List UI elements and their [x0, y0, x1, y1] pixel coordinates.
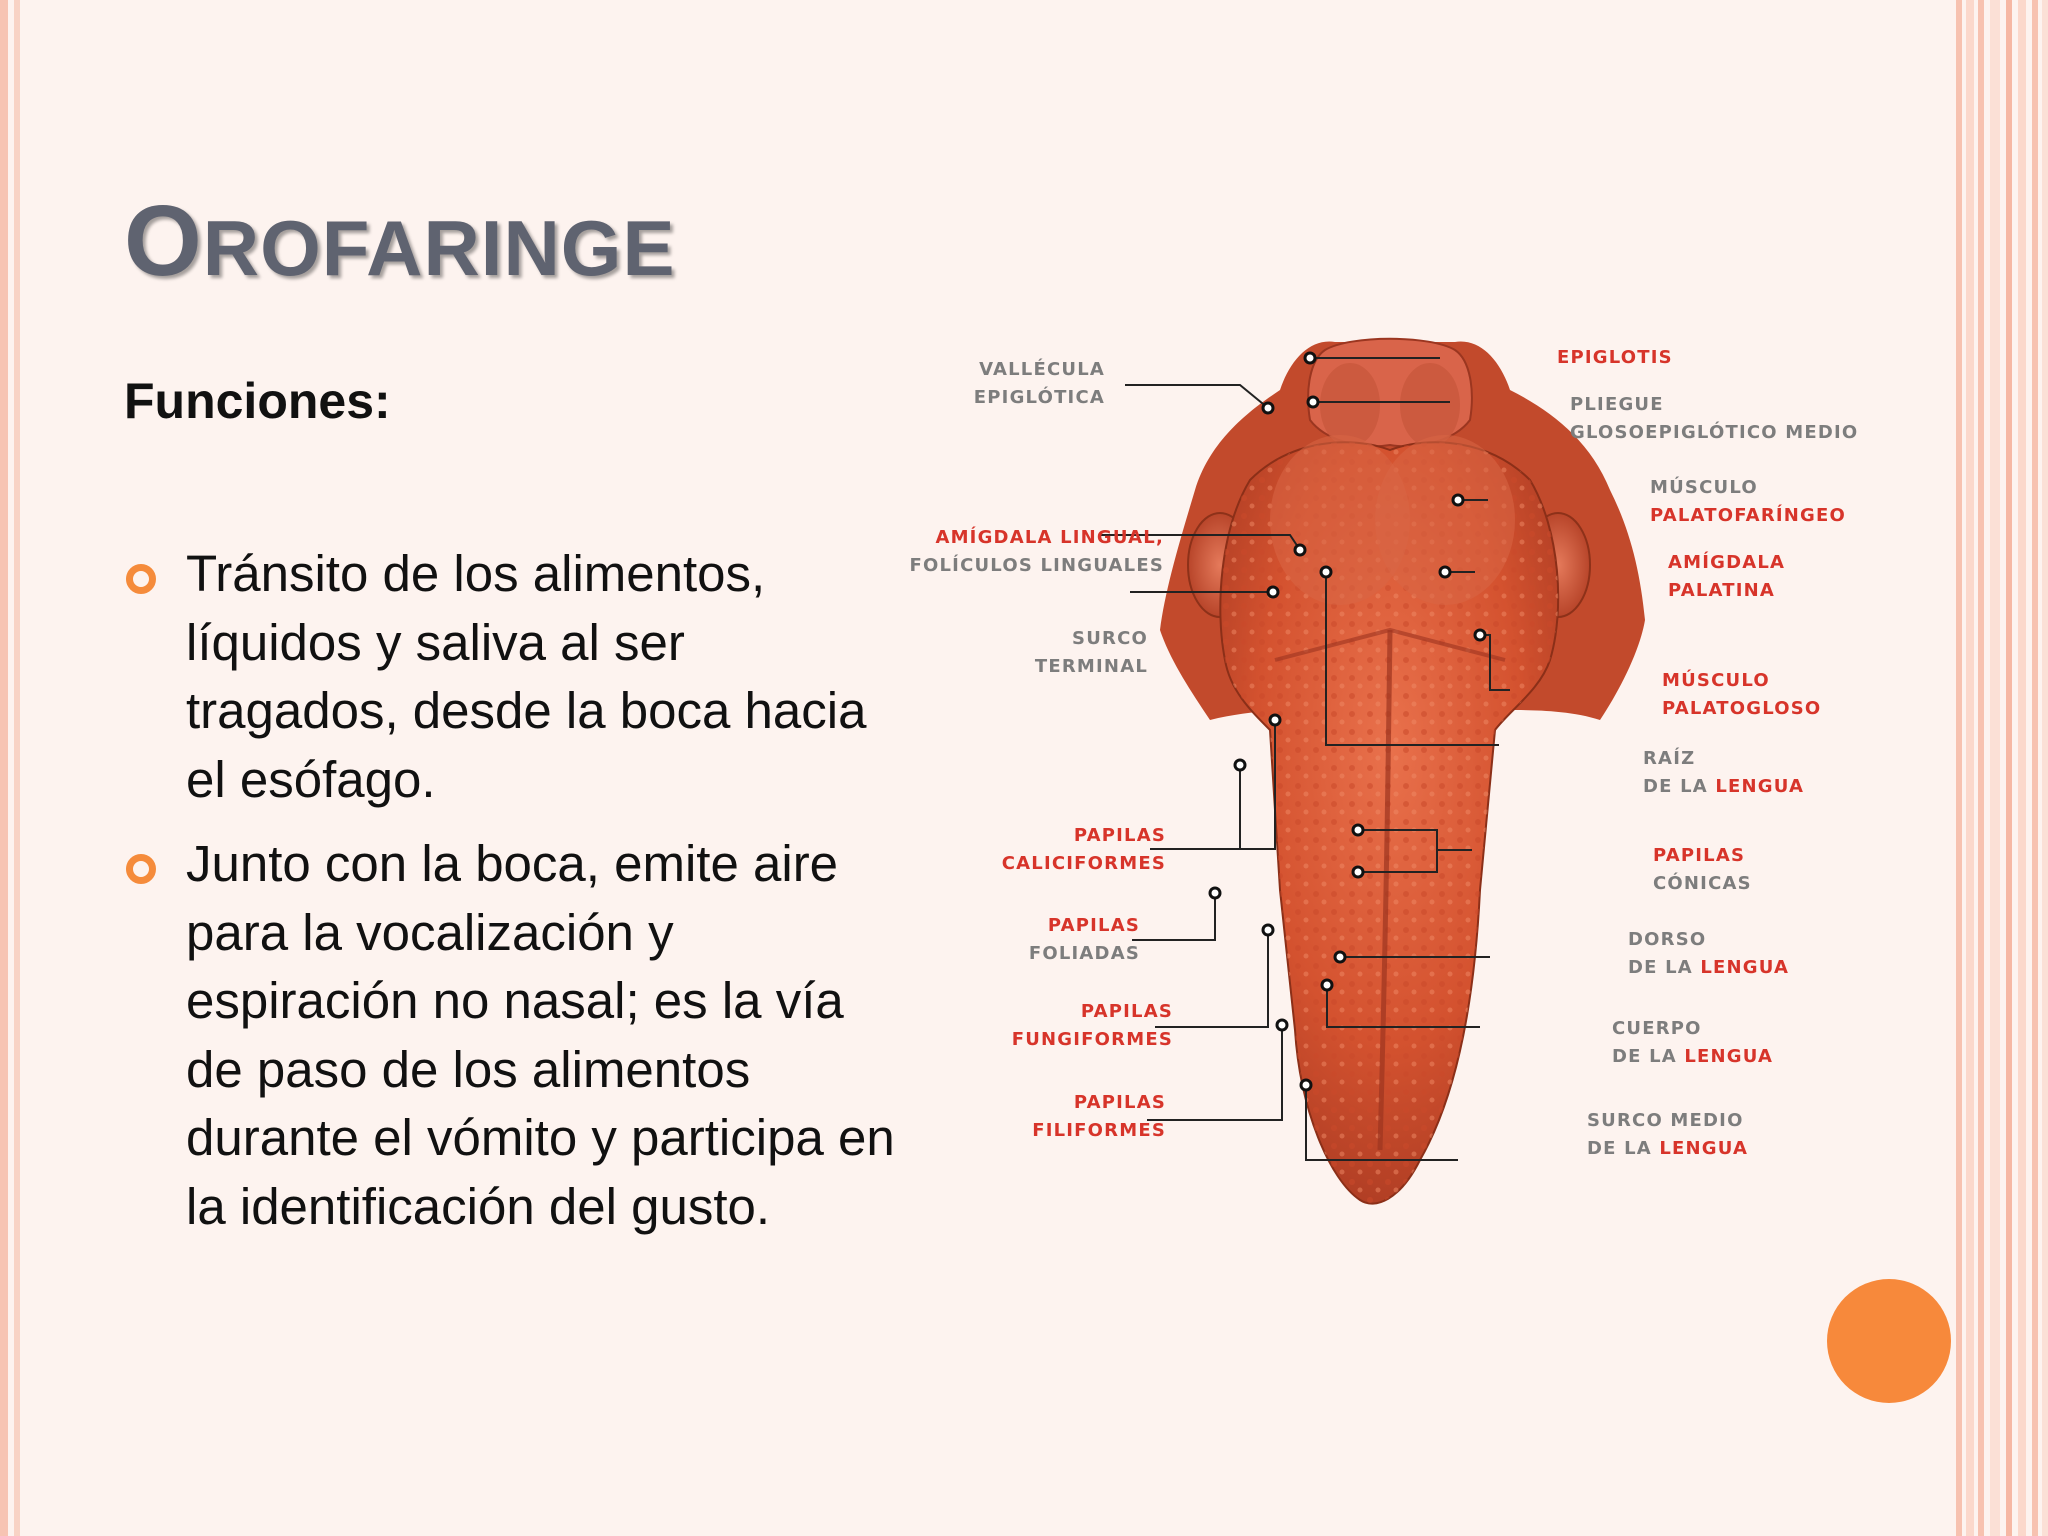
label-epiglotis: EPIGLOTIS [1557, 347, 1673, 368]
label-amigdala-lingual-1: AMÍGDALA LINGUAL, [935, 527, 1164, 548]
label-amigdala-lingual-2: FOLÍCULOS LINGUALES [909, 555, 1164, 576]
label-dorso-2: DE LA LENGUA [1628, 957, 1790, 978]
label-surco-terminal-1: SURCO [1072, 628, 1148, 649]
decorative-orange-circle [1827, 1279, 1951, 1403]
label-musculo-palatofaringeo-2: PALATOFARÍNGEO [1650, 505, 1847, 526]
label-cuerpo-1: CUERPO [1612, 1018, 1702, 1039]
bullet-text: Tránsito de los alimentos, líquidos y saliva al ser tragados, desde la boca hacia el esófago. [186, 545, 867, 808]
label-papilas-conicas-2: CÓNICAS [1653, 873, 1752, 894]
right-border-stripes [1956, 0, 2048, 1536]
label-papilas-filiformes-2: FILIFORMES [1032, 1120, 1166, 1141]
label-dorso-1: DORSO [1628, 929, 1707, 950]
tongue-illustration [909, 330, 1859, 1230]
label-papilas-foliadas-2: FOLIADAS [1028, 943, 1140, 964]
label-papilas-filiformes-1: PAPILAS [1073, 1092, 1166, 1113]
label-musculo-palatofaringeo-1: MÚSCULO [1650, 477, 1758, 498]
label-surco-medio-1: SURCO MEDIO [1587, 1110, 1744, 1131]
slide-title [124, 184, 676, 299]
label-cuerpo-2: DE LA LENGUA [1612, 1046, 1774, 1067]
label-raiz-1: RAÍZ [1643, 748, 1696, 769]
label-papilas-caliciformes-1: PAPILAS [1073, 825, 1166, 846]
bullet-item [124, 830, 904, 1241]
functions-heading: Funciones: [124, 373, 391, 429]
label-papilas-foliadas-1: PAPILAS [1047, 915, 1140, 936]
title-rest: ROFARINGE [202, 204, 676, 292]
left-border-stripe [14, 0, 20, 1536]
label-pliegue-1: PLIEGUE [1570, 394, 1664, 415]
title-initial: O [124, 185, 203, 297]
label-amigdala-palatina-1: AMÍGDALA [1668, 552, 1786, 573]
ring-bullet-icon [126, 854, 156, 884]
label-musculo-palatogloso-2: PALATOGLOSO [1662, 698, 1822, 719]
label-raiz-2: DE LA LENGUA [1643, 776, 1805, 797]
label-papilas-conicas-1: PAPILAS [1653, 845, 1746, 866]
ring-bullet-icon [126, 564, 156, 594]
label-vallecula-2: EPIGLÓTICA [973, 387, 1105, 408]
tongue-anatomy-figure [909, 330, 1859, 1230]
label-vallecula-1: VALLÉCULA [979, 359, 1105, 380]
label-amigdala-palatina-2: PALATINA [1668, 580, 1776, 601]
label-musculo-palatogloso-1: MÚSCULO [1662, 670, 1770, 691]
left-border-stripe [0, 0, 8, 1536]
bullet-item [124, 540, 904, 814]
bullet-list [124, 540, 904, 1257]
label-papilas-fungiformes-1: PAPILAS [1080, 1001, 1173, 1022]
label-surco-medio-2: DE LA LENGUA [1587, 1138, 1749, 1159]
label-papilas-caliciformes-2: CALICIFORMES [1001, 853, 1166, 874]
label-surco-terminal-2: TERMINAL [1034, 656, 1148, 677]
bullet-text: Junto con la boca, emite aire para la vocalización y espiración no nasal; es la vía de paso de los alimentos durante el vómito y participa en la identificación del gusto. [186, 835, 895, 1235]
label-papilas-fungiformes-2: FUNGIFORMES [1011, 1029, 1173, 1050]
label-pliegue-2: GLOSOEPIGLÓTICO MEDIO [1570, 422, 1859, 443]
